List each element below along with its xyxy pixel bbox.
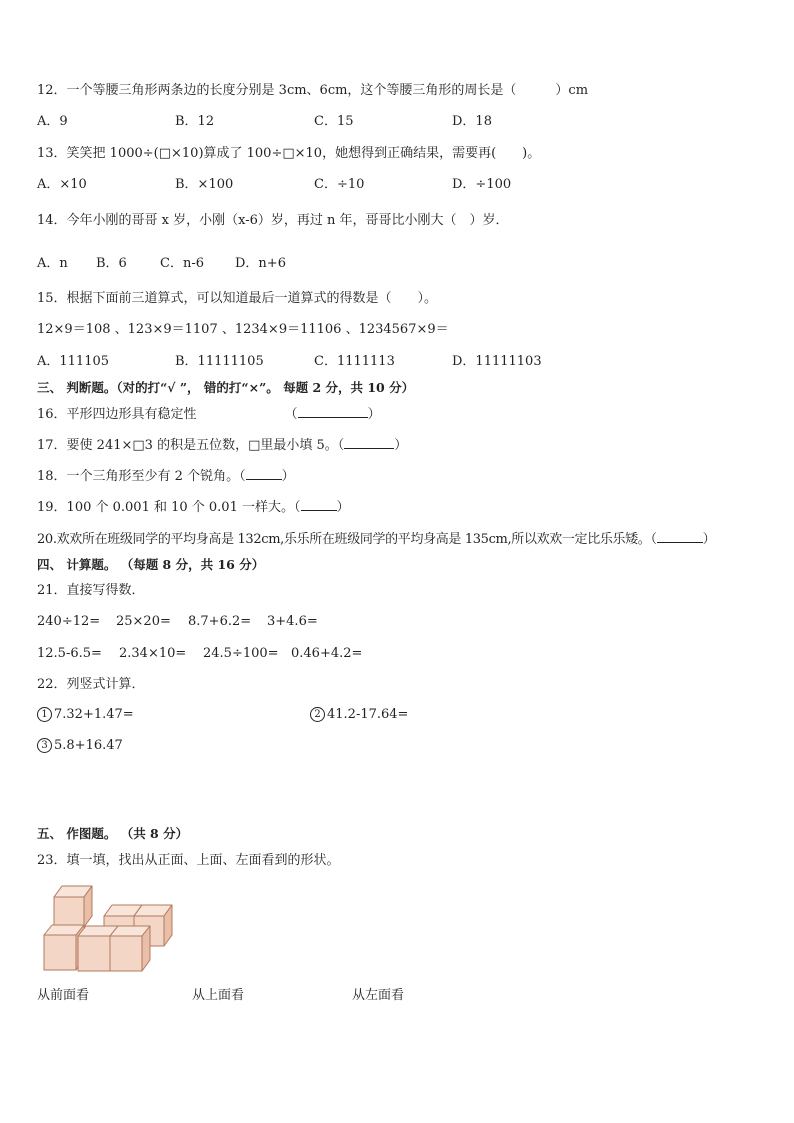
calc-item: 25×20=: [116, 614, 171, 629]
option-b: B．12: [175, 114, 215, 129]
option-d: D．÷100: [452, 177, 512, 192]
question-23: 23．填一填，找出从正面、上面、左面看到的形状。: [37, 853, 340, 868]
formula-line: 12×9＝108 、123×9＝1107 、1234×9＝11106 、1234567×9＝: [37, 322, 449, 337]
question-19: 19．100 个 0.001 和 10 个 0.01 一样大。（ ）: [37, 500, 350, 515]
answer-blank[interactable]: [298, 405, 368, 418]
calc-item: 3+4.6=: [267, 614, 318, 629]
calc-item: 0.46+4.2=: [291, 646, 363, 661]
section-title: 三、 判断题。（对的打“√ ”， 错的打“×”。 每题 2 分，共 10 分）: [37, 380, 415, 395]
question-17: 17．要使 241×□3 的积是五位数，□里最小填 5。（ ）: [37, 438, 408, 453]
option-d: D．n+6: [235, 256, 286, 271]
question-13: 13．笑笑把 1000÷(□×10)算成了 100÷□×10，她想得到正确结果，需要再( )。: [37, 146, 541, 161]
question-text: 20.欢欢所在班级同学的平均身高是 132cm,乐乐所在班级同学的平均身高是 135cm,所以欢欢一定比乐乐矮。（: [37, 532, 657, 547]
question-14: 14．今年小刚的哥哥 x 岁，小刚（x-6）岁，再过 n 年，哥哥比小刚大（ ）岁．: [37, 213, 509, 228]
calc-item: 8.7+6.2=: [188, 614, 252, 629]
cube: [54, 886, 92, 927]
question-22: 22．列竖式计算．: [37, 677, 145, 692]
left-view-label: 从左面看: [352, 988, 405, 1003]
vertical-calc-item: 3 5.8+16.47: [37, 737, 123, 755]
option-c: C．n-6: [160, 256, 204, 271]
calc-item: 240÷12=: [37, 614, 101, 629]
circled-number: 2: [310, 707, 325, 722]
calc-item: 24.5÷100=: [203, 646, 279, 661]
answer-blank[interactable]: [344, 436, 394, 449]
top-view-label: 从上面看: [192, 988, 245, 1003]
option-c: C．15: [314, 114, 354, 129]
option-d: D．18: [452, 114, 492, 129]
cube: [110, 926, 150, 971]
answer-blank[interactable]: [657, 530, 703, 543]
calc-item: 2.34×10=: [119, 646, 187, 661]
cube-stack-figure: [40, 880, 175, 975]
question-text: 16．平形四边形具有稳定性: [37, 407, 197, 422]
front-view-label: 从前面看: [37, 988, 90, 1003]
question-18: 18．一个三角形至少有 2 个锐角。（ ）: [37, 469, 295, 484]
option-b: B．×100: [175, 177, 234, 192]
question-text: 17．要使 241×□3 的积是五位数，□里最小填 5。（: [37, 438, 345, 453]
option-c: C．÷10: [314, 177, 365, 192]
calc-item: 12.5-6.5=: [37, 646, 102, 661]
question-20: 20.欢欢所在班级同学的平均身高是 132cm,乐乐所在班级同学的平均身高是 135cm,所以欢欢一定比乐乐矮。（ ）: [37, 532, 716, 547]
option-c: C．1111113: [314, 354, 395, 369]
question-12: 12．一个等腰三角形两条边的长度分别是 3cm、6cm，这个等腰三角形的周长是（ ）cm: [37, 83, 589, 98]
vertical-calc-item: 2 41.2-17.64=: [310, 706, 408, 724]
vertical-calc-item: 1 7.32+1.47=: [37, 706, 134, 724]
option-b: B．11111105: [175, 354, 264, 369]
question-text: 19．100 个 0.001 和 10 个 0.01 一样大。（: [37, 500, 301, 515]
section-title: 四、 计算题。 （每题 8 分，共 16 分）: [37, 557, 265, 572]
question-15: 15．根据下面前三道算式，可以知道最后一道算式的得数是（ ）。: [37, 291, 438, 306]
question-16: 16．平形四边形具有稳定性 （ ）: [37, 407, 381, 422]
option-a: A．9: [37, 114, 68, 129]
question-21: 21．直接写得数．: [37, 583, 145, 598]
section-title: 五、 作图题。 （共 8 分）: [37, 826, 189, 841]
circled-number: 1: [37, 707, 52, 722]
option-b: B．6: [96, 256, 127, 271]
answer-blank[interactable]: [301, 498, 337, 511]
option-a: A．×10: [37, 177, 87, 192]
option-d: D．11111103: [452, 354, 542, 369]
answer-blank[interactable]: [246, 467, 282, 480]
question-text: 18．一个三角形至少有 2 个锐角。（: [37, 469, 246, 484]
option-a: A．n: [37, 256, 68, 271]
circled-number: 3: [37, 738, 52, 753]
option-a: A．111105: [37, 354, 110, 369]
